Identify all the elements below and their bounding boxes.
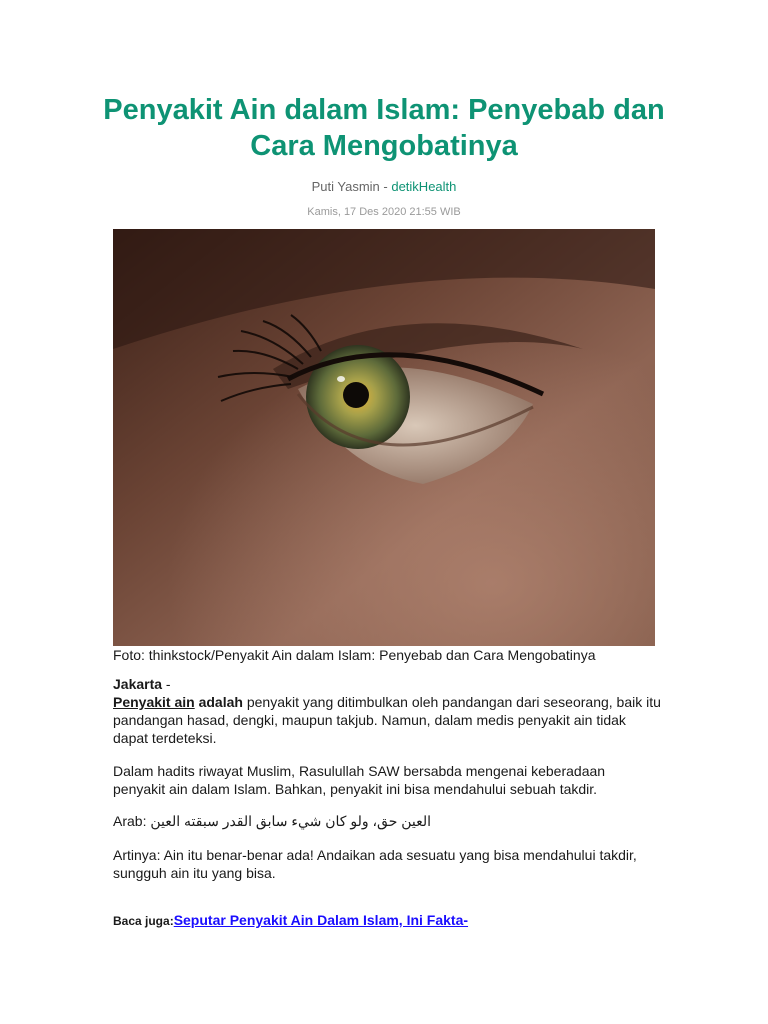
paragraph-translation: Artinya: Ain itu benar-benar ada! Andaikan ada sesuatu yang bisa mendahului takdir, sungguh ain itu yang bisa. bbox=[113, 847, 637, 881]
lead-rest: penyakit yang ditimbulkan oleh pandangan dari seseorang, baik itu pandangan hasad, dengki, maupun takjub. Namun, dalam medis penyakit ain tidak dapat terdeteksi. bbox=[113, 694, 661, 746]
author-name: Puti Yasmin bbox=[311, 179, 380, 194]
read-also bbox=[113, 911, 673, 930]
arabic-text: العين حق، ولو كان شيء سابق القدر سبقته العين bbox=[150, 813, 432, 829]
read-also-link[interactable]: Seputar Penyakit Ain Dalam Islam, Ini Fakta- bbox=[173, 912, 469, 928]
image-caption: Foto: thinkstock/Penyakit Ain dalam Islam: Penyebab dan Cara Mengobatinya bbox=[113, 647, 596, 663]
eye-photo-illustration bbox=[113, 229, 655, 646]
byline bbox=[0, 179, 768, 194]
lead-verb: adalah bbox=[198, 694, 243, 710]
dateline-dash: - bbox=[162, 676, 171, 692]
arabic-line bbox=[113, 812, 661, 830]
publish-date: Kamis, 17 Des 2020 21:55 WIB bbox=[307, 206, 461, 218]
dateline: Jakarta bbox=[113, 676, 163, 692]
paragraph-hadith: Dalam hadits riwayat Muslim, Rasulullah SAW bersabda mengenai keberadaan penyakit ain dalam Islam. Bahkan, penyakit ini bisa mendahului sebuah takdir. bbox=[113, 763, 606, 797]
byline-separator: - bbox=[379, 179, 392, 194]
read-also-label: Baca juga: bbox=[113, 914, 174, 928]
article-photo bbox=[113, 229, 655, 646]
source-link[interactable]: detikHealth bbox=[391, 179, 457, 194]
lead-paragraph bbox=[113, 675, 661, 747]
lead-term-link[interactable]: Penyakit ain bbox=[113, 694, 195, 710]
arabic-label: Arab: bbox=[113, 813, 151, 829]
article-title: Penyakit Ain dalam Islam: Penyebab dan Cara Mengobatinya bbox=[103, 94, 665, 162]
